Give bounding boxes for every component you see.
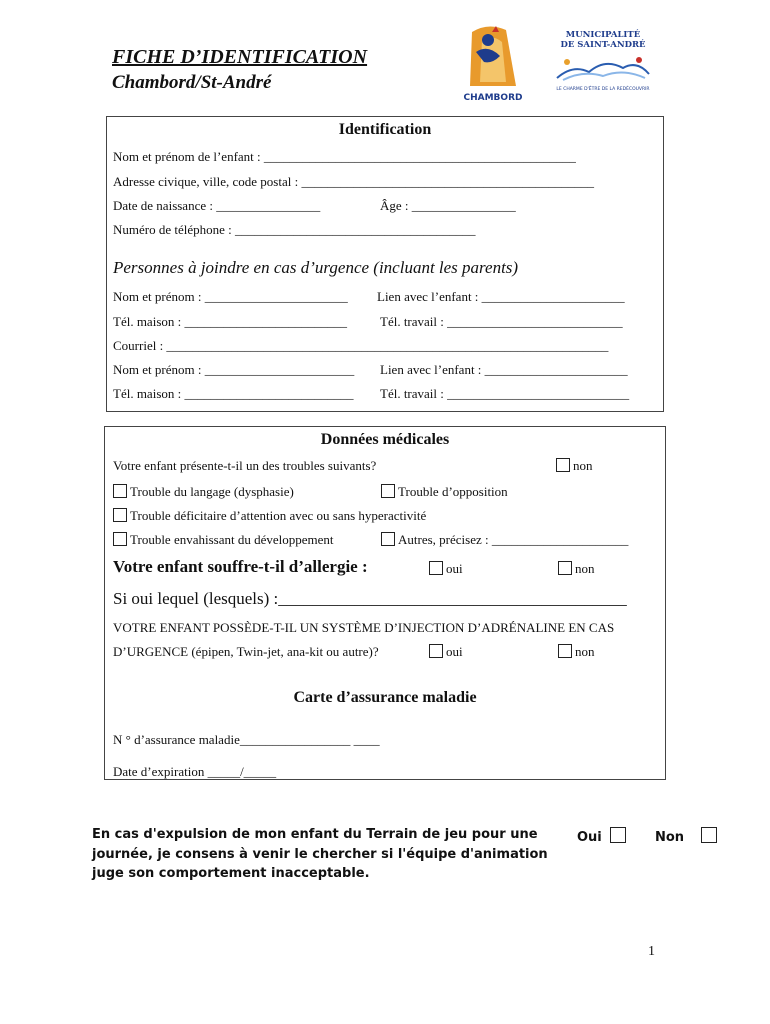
trouble-attention-checkbox[interactable] bbox=[113, 508, 127, 522]
contact2-work-phone-field[interactable]: Tél. travail : ____________________________ bbox=[380, 386, 630, 401]
epinephrine-question-line1: VOTRE ENFANT POSSÈDE-T-IL UN SYSTÈME D’INJECTION D’ADRÉNALINE EN CAS bbox=[113, 620, 615, 635]
saint-andre-logo bbox=[553, 30, 653, 100]
contact1-work-phone-field[interactable]: Tél. travail : ___________________________ bbox=[380, 314, 623, 329]
expulsion-non-checkbox[interactable] bbox=[701, 827, 717, 843]
allergy-question: Votre enfant souffre-t-il d’allergie : bbox=[113, 557, 368, 576]
expulsion-non-label: Non bbox=[655, 830, 685, 845]
allergy-non-label: non bbox=[575, 561, 595, 576]
phone-field[interactable]: Numéro de téléphone : _____________________________________ bbox=[113, 222, 476, 237]
page-title: FICHE D’IDENTIFICATION bbox=[112, 46, 368, 68]
trouble-language-option[interactable] bbox=[113, 484, 294, 500]
trouble-opposition-option[interactable] bbox=[381, 484, 508, 500]
trouble-other-label: Autres, précisez : _____________________ bbox=[398, 532, 629, 547]
trouble-development-checkbox[interactable] bbox=[113, 532, 127, 546]
trouble-opposition-label: Trouble d’opposition bbox=[398, 484, 508, 499]
epinephrine-non-checkbox[interactable] bbox=[558, 644, 572, 658]
allergy-oui-label: oui bbox=[446, 561, 463, 576]
identification-heading: Identification bbox=[338, 121, 432, 138]
contact2-name-field[interactable]: Nom et prénom : _______________________ bbox=[113, 362, 355, 377]
epinephrine-question-line2: D’URGENCE (épipen, Twin-jet, ana-kit ou autre)? bbox=[113, 644, 379, 659]
expulsion-oui-checkbox[interactable] bbox=[610, 827, 626, 843]
trouble-other-checkbox[interactable] bbox=[381, 532, 395, 546]
insurance-heading: Carte d’assurance maladie bbox=[293, 689, 477, 706]
medical-heading: Données médicales bbox=[320, 431, 450, 448]
chambord-logo bbox=[462, 22, 524, 103]
expulsion-oui-label: Oui bbox=[577, 830, 602, 845]
child-name-field[interactable]: Nom et prénom de l’enfant : ________________________________________________ bbox=[113, 149, 576, 164]
expulsion-oui-option[interactable] bbox=[577, 827, 629, 845]
troubles-question: Votre enfant présente-t-il un des troubles suivants? bbox=[113, 458, 377, 473]
troubles-non-checkbox[interactable] bbox=[556, 458, 570, 472]
troubles-non-label: non bbox=[573, 458, 593, 473]
address-field[interactable]: Adresse civique, ville, code postal : _____________________________________________ bbox=[113, 174, 594, 189]
allergy-oui-checkbox[interactable] bbox=[429, 561, 443, 575]
page-subtitle: Chambord/St-André bbox=[112, 72, 272, 93]
trouble-development-option[interactable] bbox=[113, 532, 334, 548]
expulsion-non-option[interactable] bbox=[655, 827, 720, 845]
allergy-non-option[interactable] bbox=[558, 561, 595, 577]
trouble-development-label: Trouble envahissant du développement bbox=[130, 532, 334, 547]
epinephrine-oui-option[interactable] bbox=[429, 644, 463, 660]
chambord-logo-text: CHAMBORD bbox=[463, 93, 523, 103]
muni-logo-line1: MUNICIPALITÉ bbox=[565, 30, 641, 40]
contact2-home-phone-field[interactable]: Tél. maison : __________________________ bbox=[113, 386, 354, 401]
contact2-link-field[interactable]: Lien avec l’enfant : ______________________ bbox=[380, 362, 628, 377]
insurance-number-field[interactable]: N ° d’assurance maladie_________________ ____ bbox=[113, 732, 380, 747]
trouble-other-option[interactable] bbox=[381, 532, 628, 548]
insurance-expiry-field[interactable]: Date d’expiration _____/_____ bbox=[113, 764, 277, 779]
trouble-language-checkbox[interactable] bbox=[113, 484, 127, 498]
epinephrine-oui-checkbox[interactable] bbox=[429, 644, 443, 658]
contact1-email-field[interactable]: Courriel : ____________________________________________________________________ bbox=[113, 338, 609, 353]
age-field[interactable]: Âge : ________________ bbox=[380, 198, 516, 213]
trouble-attention-label: Trouble déficitaire d’attention avec ou sans hyperactivité bbox=[130, 508, 427, 523]
contact1-home-phone-field[interactable]: Tél. maison : _________________________ bbox=[113, 314, 347, 329]
contact1-name-field[interactable]: Nom et prénom : ______________________ bbox=[113, 289, 348, 304]
epinephrine-non-option[interactable] bbox=[558, 644, 595, 660]
muni-logo-tagline: LE CHARME D'ÊTRE DE LA REDÉCOUVRIR bbox=[556, 87, 650, 92]
epinephrine-oui-label: oui bbox=[446, 644, 463, 659]
page-number: 1 bbox=[648, 944, 655, 959]
contact1-link-field[interactable]: Lien avec l’enfant : ______________________ bbox=[377, 289, 625, 304]
expulsion-consent-line1: En cas d'expulsion de mon enfant du Terrain de jeu pour une bbox=[92, 827, 538, 842]
allergy-details-field[interactable]: Si oui lequel (lesquels) :_________________________________________ bbox=[113, 589, 627, 608]
landscape-icon bbox=[553, 50, 653, 82]
epinephrine-non-label: non bbox=[575, 644, 595, 659]
expulsion-consent-line3: juge son comportement inacceptable. bbox=[92, 866, 370, 881]
emergency-heading: Personnes à joindre en cas d’urgence (incluant les parents) bbox=[113, 258, 519, 277]
trouble-opposition-checkbox[interactable] bbox=[381, 484, 395, 498]
troubles-non-option[interactable] bbox=[556, 458, 593, 474]
allergy-non-checkbox[interactable] bbox=[558, 561, 572, 575]
allergy-oui-option[interactable] bbox=[429, 561, 463, 577]
birth-date-field[interactable]: Date de naissance : ________________ bbox=[113, 198, 321, 213]
trouble-language-label: Trouble du langage (dysphasie) bbox=[130, 484, 294, 499]
rooster-icon bbox=[462, 22, 524, 88]
muni-logo-line2: DE SAINT-ANDRÉ bbox=[560, 40, 646, 50]
expulsion-consent-line2: journée, je consens à venir le chercher si l'équipe d'animation bbox=[92, 847, 548, 862]
trouble-attention-option[interactable] bbox=[113, 508, 426, 524]
